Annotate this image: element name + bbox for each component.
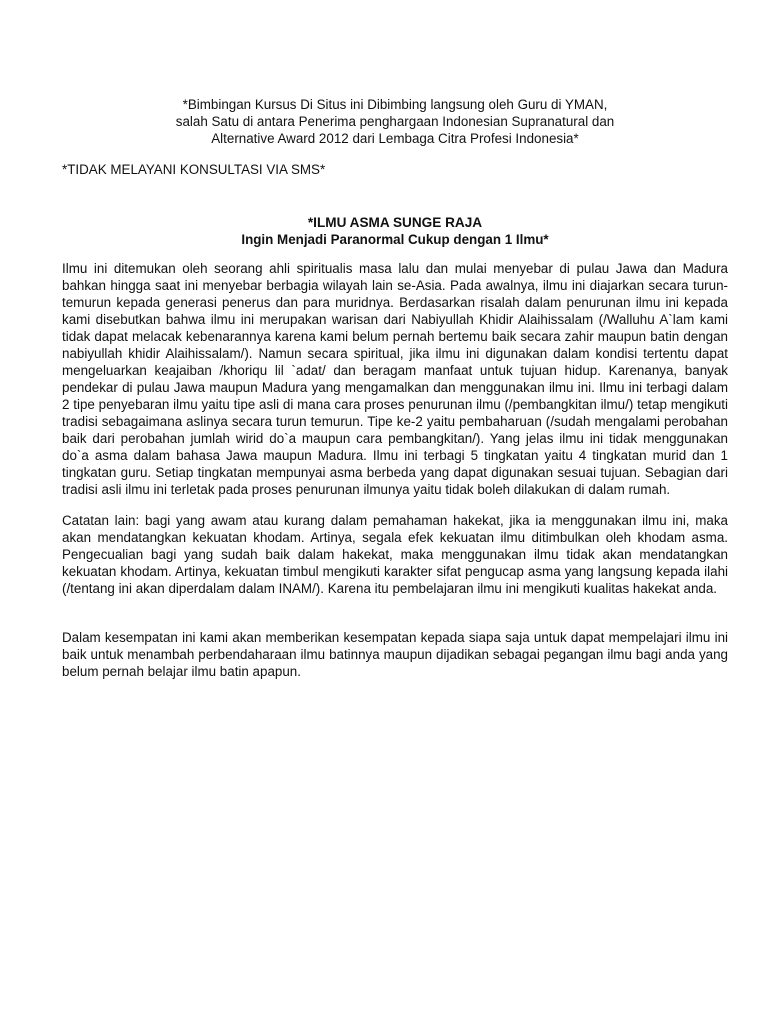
title-main: *ILMU ASMA SUNGE RAJA (307, 215, 483, 230)
sms-notice: *TIDAK MELAYANI KONSULTASI VIA SMS* (62, 162, 326, 177)
body-paragraph: Catatan lain: bagi yang awam atau kurang dalam pemahaman hakekat, jika ia menggunakan ilmu ini, maka akan mendatangkan kekuatan khodam. Artinya, segala efek kekuatan ilmu ditimbulkan oleh khodam asma. Pengecualian bagi yang sudah baik dalam hakekat, maka menggunakan ilmu tidak akan mendatangkan kekuatan khodam. Artinya, kekuatan timbul mengikuti karakter sifat pengucap asma yang langsung kepada ilahi (/tentang ini akan diperdalam dalam INAM/). Karena itu pembelajaran ilmu ini mengikuti kualitas hakekat anda. (62, 513, 728, 596)
course-notice-line: Alternative Award 2012 dari Lembaga Citra Profesi Indonesia* (211, 131, 579, 146)
body-paragraph: Ilmu ini ditemukan oleh seorang ahli spiritualis masa lalu dan mulai menyebar di pulau Jawa dan Madura bahkan hingga saat ini menyebar berbagia wilayah lain se-Asia. Pada awalnya, ilmu ini diajarkan secara turun-temurun kepada generasi penerus dan para muridnya. Berdasarkan risalah dalam penurunan ilmu ini kepada kami disebutkan bahwa ilmu ini merupakan warisan dari Nabiyullah Khidir Alaihissalam (/Walluhu A`lam kami tidak dapat melacak kebenarannya karena kami belum pernah bertemu baik secara zahir maupun batin dengan nabiyullah khidir Alaihissalam/). Namun secara spiritual, jika ilmu ini digunakan dalam kondisi tertentu dapat mengeluarkan keajaiban /khoriqu lil `adat/ dan beragam manfaat untuk tujuan hidup. Karenanya, banyak pendekar di pulau Jawa maupun Madura yang mengamalkan dan menggunakan ilmu ini. Ilmu ini terbagi dalam 2 tipe penyebaran ilmu yaitu tipe asli di mana cara proses penurunan ilmu (/pembangkitan ilmu/) tetap mengikuti tradisi sebagaimana aslinya secara turun temurun. Tipe ke-2 yaitu pembaharuan (/sudah mengalami perobahan baik dari perobahan jumlah wirid do`a maupun cara pembangkitan/). Yang jelas ilmu ini tidak menggunakan do`a asma dalam bahasa Jawa maupun Madura. Ilmu ini terbagi 5 tingkatan yaitu 4 tingkatan murid dan 1 tingkatan guru. Setiap tingkatan mempunyai asma berbeda yang dapat digunakan sesuai tujuan. Sebagian dari tradisi asli ilmu ini terletak pada proses penurunan ilmunya yaitu tidak boleh dilakukan di dalam rumah. (62, 261, 728, 497)
course-notice-line: *Bimbingan Kursus Di Situs ini Dibimbing langsung oleh Guru di YMAN, (182, 97, 608, 112)
document-title (62, 214, 728, 248)
course-notice (62, 96, 728, 147)
title-subtitle: Ingin Menjadi Paranormal Cukup dengan 1 Ilmu* (241, 232, 549, 247)
course-notice-line: salah Satu di antara Penerima penghargaan Indonesian Supranatural dan (175, 114, 615, 129)
body-paragraph: Dalam kesempatan ini kami akan memberikan kesempatan kepada siapa saja untuk dapat mempelajari ilmu ini baik untuk menambah perbendaharaan ilmu batinnya maupun dijadikan sebagai pegangan ilmu bagi anda yang belum pernah belajar ilmu batin apapun. (62, 630, 728, 679)
document-body (62, 96, 728, 680)
